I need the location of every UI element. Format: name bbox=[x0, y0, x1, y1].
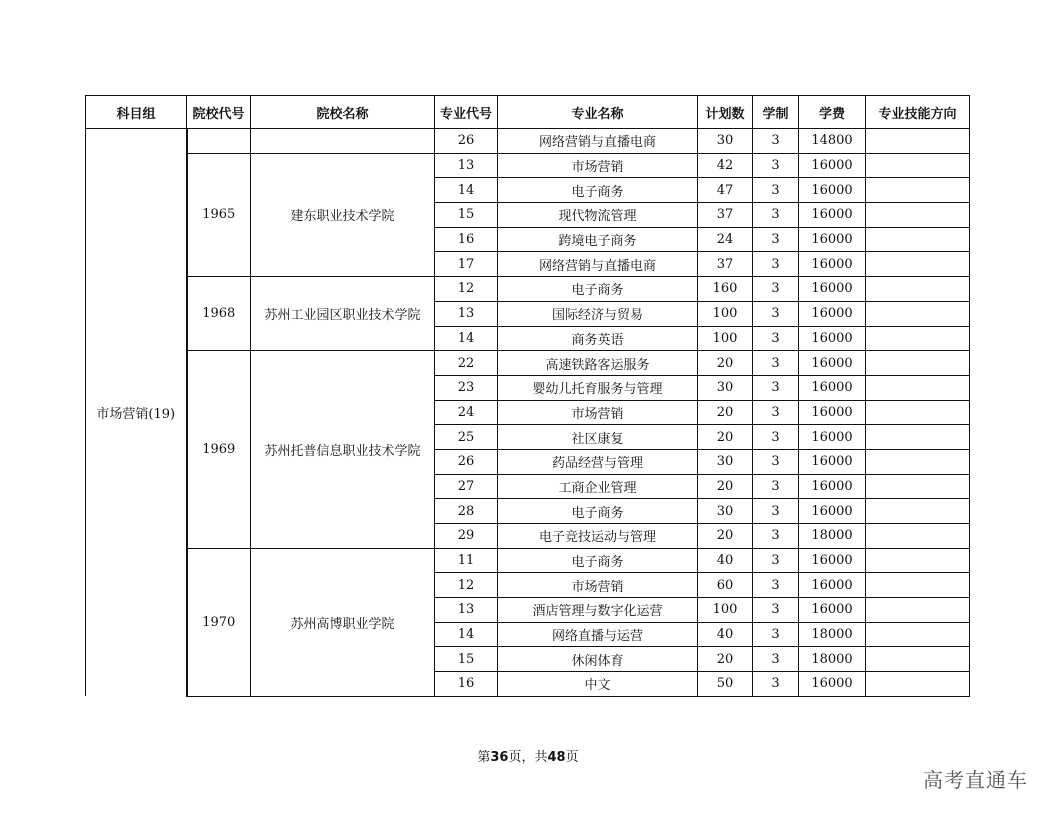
school-code-cell bbox=[187, 129, 251, 154]
major-name-cell: 现代物流管理 bbox=[498, 203, 698, 228]
tuition-cell: 16000 bbox=[799, 277, 866, 302]
duration-cell: 3 bbox=[753, 524, 799, 549]
skill-direction-cell bbox=[866, 499, 970, 524]
tuition-cell: 16000 bbox=[799, 400, 866, 425]
major-name-cell: 工商企业管理 bbox=[498, 474, 698, 499]
major-name-cell: 电子竞技运动与管理 bbox=[498, 524, 698, 549]
major-name-cell: 中文 bbox=[498, 672, 698, 697]
tuition-cell: 16000 bbox=[799, 153, 866, 178]
school-name-cell: 苏州高博职业学院 bbox=[251, 548, 435, 696]
school-name-cell: 苏州托普信息职业技术学院 bbox=[251, 351, 435, 549]
plan-count-cell: 60 bbox=[698, 573, 753, 598]
major-name-cell: 婴幼儿托育服务与管理 bbox=[498, 375, 698, 400]
major-code-cell: 22 bbox=[435, 351, 498, 376]
plan-count-cell: 37 bbox=[698, 252, 753, 277]
tuition-cell: 16000 bbox=[799, 351, 866, 376]
skill-direction-cell bbox=[866, 326, 970, 351]
major-name-cell: 网络营销与直播电商 bbox=[498, 129, 698, 154]
header-subject-group: 科目组 bbox=[86, 96, 187, 129]
skill-direction-cell bbox=[866, 375, 970, 400]
plan-count-cell: 47 bbox=[698, 178, 753, 203]
tuition-cell: 16000 bbox=[799, 449, 866, 474]
skill-direction-cell bbox=[866, 277, 970, 302]
major-name-cell: 电子商务 bbox=[498, 277, 698, 302]
major-code-cell: 13 bbox=[435, 153, 498, 178]
skill-direction-cell bbox=[866, 622, 970, 647]
duration-cell: 3 bbox=[753, 598, 799, 623]
header-skill-direction: 专业技能方向 bbox=[866, 96, 970, 129]
plan-count-cell: 30 bbox=[698, 449, 753, 474]
plan-count-cell: 37 bbox=[698, 203, 753, 228]
duration-cell: 3 bbox=[753, 301, 799, 326]
skill-direction-cell bbox=[866, 647, 970, 672]
major-code-cell: 14 bbox=[435, 326, 498, 351]
tuition-cell: 16000 bbox=[799, 252, 866, 277]
major-code-cell: 11 bbox=[435, 548, 498, 573]
header-row bbox=[86, 96, 970, 129]
plan-count-cell: 50 bbox=[698, 672, 753, 697]
major-name-cell: 高速铁路客运服务 bbox=[498, 351, 698, 376]
school-code-cell: 1965 bbox=[187, 153, 251, 276]
duration-cell: 3 bbox=[753, 573, 799, 598]
duration-cell: 3 bbox=[753, 277, 799, 302]
major-code-cell: 14 bbox=[435, 622, 498, 647]
header-school-name: 院校名称 bbox=[251, 96, 435, 129]
header-major-code: 专业代号 bbox=[435, 96, 498, 129]
duration-cell: 3 bbox=[753, 425, 799, 450]
table-body bbox=[86, 129, 970, 697]
tuition-cell: 16000 bbox=[799, 203, 866, 228]
table-row bbox=[86, 548, 970, 573]
skill-direction-cell bbox=[866, 153, 970, 178]
skill-direction-cell bbox=[866, 573, 970, 598]
footer-suffix: 页 bbox=[565, 750, 579, 765]
admission-plan-table bbox=[85, 95, 970, 697]
current-page-number: 36 bbox=[490, 750, 509, 765]
tuition-cell: 16000 bbox=[799, 375, 866, 400]
school-code-cell: 1969 bbox=[187, 351, 251, 549]
major-code-cell: 14 bbox=[435, 178, 498, 203]
plan-count-cell: 20 bbox=[698, 400, 753, 425]
school-name-cell: 苏州工业园区职业技术学院 bbox=[251, 277, 435, 351]
major-code-cell: 13 bbox=[435, 598, 498, 623]
plan-count-cell: 100 bbox=[698, 598, 753, 623]
major-code-cell: 12 bbox=[435, 277, 498, 302]
skill-direction-cell bbox=[866, 227, 970, 252]
major-name-cell: 药品经营与管理 bbox=[498, 449, 698, 474]
skill-direction-cell bbox=[866, 598, 970, 623]
major-name-cell: 电子商务 bbox=[498, 178, 698, 203]
table-row bbox=[86, 153, 970, 178]
skill-direction-cell bbox=[866, 252, 970, 277]
tuition-cell: 18000 bbox=[799, 647, 866, 672]
duration-cell: 3 bbox=[753, 622, 799, 647]
plan-count-cell: 20 bbox=[698, 425, 753, 450]
school-code-cell: 1970 bbox=[187, 548, 251, 696]
duration-cell: 3 bbox=[753, 400, 799, 425]
major-code-cell: 29 bbox=[435, 524, 498, 549]
plan-count-cell: 100 bbox=[698, 326, 753, 351]
skill-direction-cell bbox=[866, 474, 970, 499]
major-name-cell: 跨境电子商务 bbox=[498, 227, 698, 252]
major-name-cell: 电子商务 bbox=[498, 499, 698, 524]
skill-direction-cell bbox=[866, 301, 970, 326]
tuition-cell: 16000 bbox=[799, 326, 866, 351]
tuition-cell: 16000 bbox=[799, 425, 866, 450]
skill-direction-cell bbox=[866, 178, 970, 203]
major-code-cell: 17 bbox=[435, 252, 498, 277]
major-code-cell: 16 bbox=[435, 227, 498, 252]
major-name-cell: 国际经济与贸易 bbox=[498, 301, 698, 326]
plan-count-cell: 20 bbox=[698, 474, 753, 499]
major-name-cell: 市场营销 bbox=[498, 400, 698, 425]
major-code-cell: 24 bbox=[435, 400, 498, 425]
tuition-cell: 16000 bbox=[799, 178, 866, 203]
school-name-cell bbox=[251, 129, 435, 154]
major-code-cell: 16 bbox=[435, 672, 498, 697]
duration-cell: 3 bbox=[753, 252, 799, 277]
tuition-cell: 16000 bbox=[799, 548, 866, 573]
major-name-cell: 网络直播与运营 bbox=[498, 622, 698, 647]
skill-direction-cell bbox=[866, 425, 970, 450]
major-name-cell: 社区康复 bbox=[498, 425, 698, 450]
tuition-cell: 16000 bbox=[799, 227, 866, 252]
tuition-cell: 16000 bbox=[799, 499, 866, 524]
tuition-cell: 16000 bbox=[799, 474, 866, 499]
total-page-number: 48 bbox=[547, 750, 566, 765]
duration-cell: 3 bbox=[753, 227, 799, 252]
duration-cell: 3 bbox=[753, 548, 799, 573]
major-name-cell: 休闲体育 bbox=[498, 647, 698, 672]
major-code-cell: 27 bbox=[435, 474, 498, 499]
major-code-cell: 12 bbox=[435, 573, 498, 598]
major-code-cell: 26 bbox=[435, 129, 498, 154]
table-row bbox=[86, 277, 970, 302]
tuition-cell: 16000 bbox=[799, 598, 866, 623]
major-name-cell: 市场营销 bbox=[498, 573, 698, 598]
skill-direction-cell bbox=[866, 449, 970, 474]
major-name-cell: 酒店管理与数字化运营 bbox=[498, 598, 698, 623]
duration-cell: 3 bbox=[753, 499, 799, 524]
table-row bbox=[86, 129, 970, 154]
duration-cell: 3 bbox=[753, 153, 799, 178]
school-name-cell: 建东职业技术学院 bbox=[251, 153, 435, 276]
plan-count-cell: 40 bbox=[698, 622, 753, 647]
duration-cell: 3 bbox=[753, 375, 799, 400]
plan-count-cell: 30 bbox=[698, 499, 753, 524]
tuition-cell: 16000 bbox=[799, 672, 866, 697]
major-name-cell: 电子商务 bbox=[498, 548, 698, 573]
plan-count-cell: 100 bbox=[698, 301, 753, 326]
watermark: 高考直通车 bbox=[923, 768, 1028, 792]
header-duration: 学制 bbox=[753, 96, 799, 129]
skill-direction-cell bbox=[866, 548, 970, 573]
subject-group-cell: 市场营销(19) bbox=[86, 129, 187, 697]
major-code-cell: 15 bbox=[435, 203, 498, 228]
tuition-cell: 18000 bbox=[799, 622, 866, 647]
plan-count-cell: 30 bbox=[698, 129, 753, 154]
major-code-cell: 26 bbox=[435, 449, 498, 474]
skill-direction-cell bbox=[866, 672, 970, 697]
skill-direction-cell bbox=[866, 524, 970, 549]
school-code-cell: 1968 bbox=[187, 277, 251, 351]
major-name-cell: 网络营销与直播电商 bbox=[498, 252, 698, 277]
duration-cell: 3 bbox=[753, 129, 799, 154]
plan-count-cell: 42 bbox=[698, 153, 753, 178]
tuition-cell: 16000 bbox=[799, 301, 866, 326]
duration-cell: 3 bbox=[753, 178, 799, 203]
plan-count-cell: 20 bbox=[698, 524, 753, 549]
plan-count-cell: 24 bbox=[698, 227, 753, 252]
duration-cell: 3 bbox=[753, 449, 799, 474]
plan-count-cell: 30 bbox=[698, 375, 753, 400]
header-school-code: 院校代号 bbox=[187, 96, 251, 129]
plan-count-cell: 40 bbox=[698, 548, 753, 573]
major-code-cell: 13 bbox=[435, 301, 498, 326]
header-tuition: 学费 bbox=[799, 96, 866, 129]
table-row bbox=[86, 351, 970, 376]
header-plan-count: 计划数 bbox=[698, 96, 753, 129]
major-name-cell: 市场营销 bbox=[498, 153, 698, 178]
tuition-cell: 14800 bbox=[799, 129, 866, 154]
major-code-cell: 25 bbox=[435, 425, 498, 450]
page-footer bbox=[0, 746, 1056, 765]
skill-direction-cell bbox=[866, 129, 970, 154]
tuition-cell: 16000 bbox=[799, 573, 866, 598]
plan-count-cell: 20 bbox=[698, 351, 753, 376]
skill-direction-cell bbox=[866, 351, 970, 376]
footer-prefix: 第 bbox=[477, 750, 491, 765]
major-code-cell: 15 bbox=[435, 647, 498, 672]
major-name-cell: 商务英语 bbox=[498, 326, 698, 351]
footer-middle: 页，共 bbox=[508, 750, 548, 765]
duration-cell: 3 bbox=[753, 647, 799, 672]
plan-count-cell: 160 bbox=[698, 277, 753, 302]
skill-direction-cell bbox=[866, 203, 970, 228]
duration-cell: 3 bbox=[753, 474, 799, 499]
duration-cell: 3 bbox=[753, 672, 799, 697]
duration-cell: 3 bbox=[753, 351, 799, 376]
major-code-cell: 28 bbox=[435, 499, 498, 524]
skill-direction-cell bbox=[866, 400, 970, 425]
plan-count-cell: 20 bbox=[698, 647, 753, 672]
header-major-name: 专业名称 bbox=[498, 96, 698, 129]
duration-cell: 3 bbox=[753, 203, 799, 228]
major-code-cell: 23 bbox=[435, 375, 498, 400]
duration-cell: 3 bbox=[753, 326, 799, 351]
tuition-cell: 18000 bbox=[799, 524, 866, 549]
